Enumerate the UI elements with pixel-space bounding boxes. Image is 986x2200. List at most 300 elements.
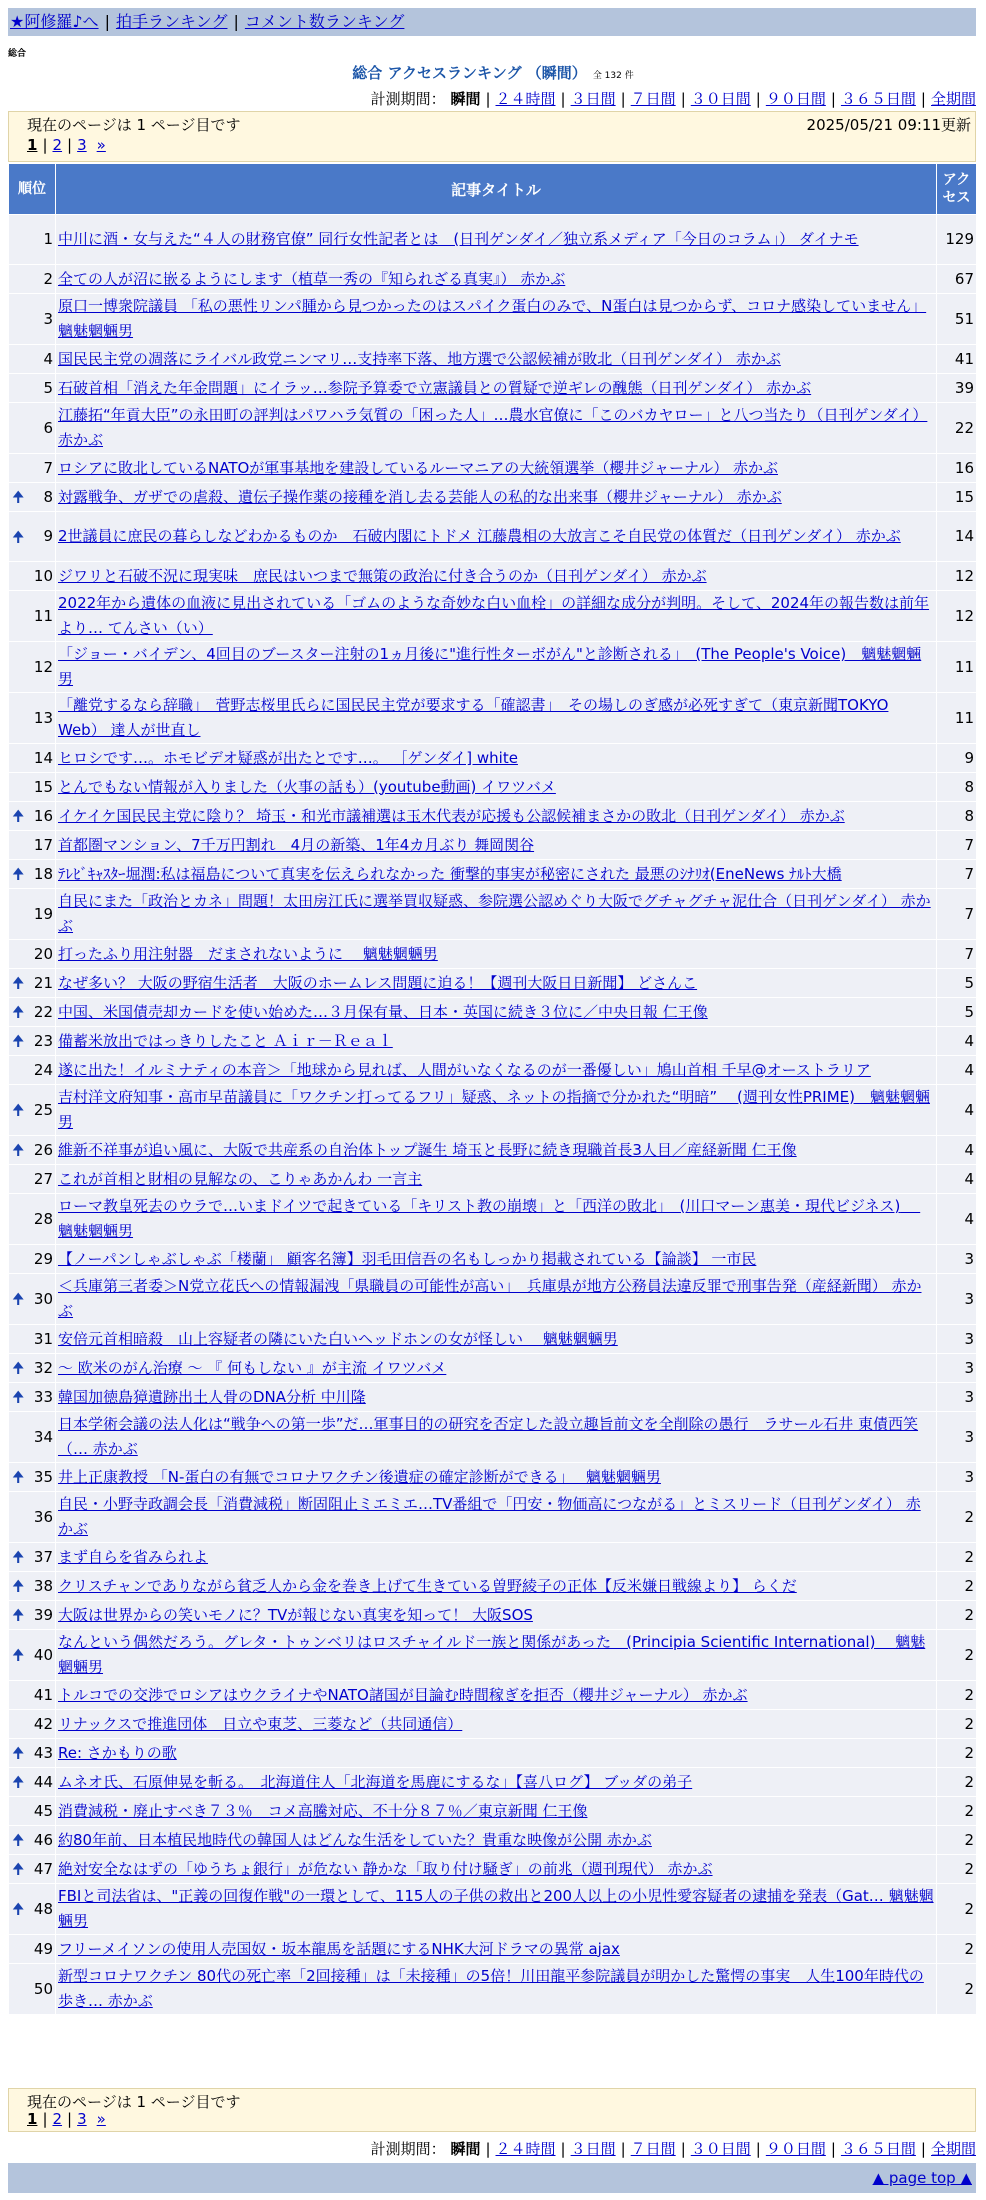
title-cell [56,1245,937,1274]
article-link[interactable]: 安倍元首相暗殺 山上容疑者の隣にいた白いヘッドホンの女が怪しい 魑魅魍魎男 [58,1329,618,1348]
table-row [9,1165,977,1194]
period-selector-top: 計測期間： 瞬間 | ２４時間 | ３日間 | ７日間 | ３０日間 | ９０日間 | ３６５日間 | 全期間 [370,90,976,108]
rank-cell [9,1797,56,1826]
article-link[interactable]: 原口一博衆院議員 「私の悪性リンパ腫から見つかったのはスパイク蛋白のみで、N蛋白は見つからず、コロナ感染していません」 魑魅魍魎男 [58,297,927,340]
table-header-row [9,164,977,215]
table-row [9,1768,977,1797]
rank-number: 46 [33,1830,53,1849]
period-link-all[interactable]: 全期間 [930,90,976,108]
access-count: 39 [937,374,977,403]
arrow-up-icon: 🠉 [12,1101,25,1119]
home-link[interactable]: ★阿修羅♪へ [10,12,99,31]
title-cell [56,1884,937,1935]
rank-number: 24 [33,1060,53,1079]
article-link[interactable]: 対露戦争、ガザでの虐殺、遺伝子操作薬の接種を消し去る芸能人の私的な出来事（櫻井ジャーナル） 赤かぶ [58,487,782,506]
period-link-365d[interactable]: ３６５日間 [840,90,916,108]
access-count: 15 [937,483,977,512]
access-count: 4 [937,1136,977,1165]
arrow-up-icon: 🠉 [12,527,25,546]
rank-number: 35 [33,1467,53,1486]
arrow-up-icon: 🠉 [12,1773,25,1791]
article-link[interactable]: クリスチャンでありながら貧乏人から金を巻き上げて生きている曽野綾子の正体【反米嫌日戦線より】 らくだ [58,1576,797,1595]
access-count: 2 [937,1543,977,1572]
rank-number: 21 [33,973,53,992]
article-link[interactable]: 遂に出た！イルミナティの本音＞「地球から見れば、人間がいなくなるのが一番優しい」鳩山首相 千早@オーストラリア [58,1060,871,1079]
rank-number: 1 [43,230,53,248]
table-row [9,1492,977,1543]
access-count: 4 [937,1194,977,1245]
table-row [9,1935,977,1964]
rank-number: 28 [33,1209,53,1228]
title-cell [56,998,937,1027]
table-row [9,860,977,889]
article-link[interactable]: 日本学術会議の法人化は“戦争への第一歩”だ…軍事目的の研究を否定した設立趣旨前文を全削除の愚行 ラサール石井 東債西笑（… 赤かぶ [58,1415,919,1458]
rank-number: 15 [33,777,53,796]
arrow-up-icon: 🠉 [12,1003,25,1021]
access-count: 2 [937,1492,977,1543]
arrow-up-icon: 🠉 [12,1900,25,1918]
article-link[interactable]: 全ての人が沼に嵌るようにします（植草一秀の『知られざる真実』） 赤かぶ [58,269,566,288]
rank-number: 45 [33,1801,53,1820]
arrow-up-icon: 🠉 [12,865,25,883]
current-page-text-bottom: 現在のページは 1 ページ目です [27,2093,241,2111]
title-cell [56,1354,937,1383]
rank-number: 16 [33,806,53,825]
rank-cell [9,1964,56,2015]
separator: | [104,12,110,31]
table-row [9,642,977,693]
title-cell [56,1935,937,1964]
pager-link-3[interactable]: 3 [77,136,87,154]
title-cell [56,860,937,889]
rank-number: 39 [33,1605,53,1624]
access-count: 3 [937,1245,977,1274]
arrow-up-icon: 🠉 [12,1606,25,1624]
access-count: 3 [937,1463,977,1492]
table-row [9,1027,977,1056]
access-count: 2 [937,1884,977,1935]
rank-number: 50 [33,1979,53,1998]
pager-next-bottom[interactable]: » [96,2110,106,2128]
rank-cell [9,1245,56,1274]
access-count: 3 [937,1325,977,1354]
period-link-all-bottom[interactable]: 全期間 [930,2140,976,2158]
access-count: 14 [937,512,977,562]
title-cell [56,802,937,831]
table-row [9,1630,977,1681]
period-link-365d-bottom[interactable]: ３６５日間 [840,2140,916,2158]
page-top-link[interactable]: ▲ page top ▲ [872,2169,972,2187]
arrow-up-icon: 🠉 [12,488,25,506]
title-cell [56,591,937,642]
article-link[interactable]: 首都圏マンション、7千万円割れ 4月の新築、1年4カ月ぶり 舞岡関谷 [58,835,535,854]
access-count: 41 [937,345,977,374]
pager-current: 1 [27,136,38,154]
table-row [9,1383,977,1412]
applause-ranking-link[interactable]: 拍手ランキング [115,12,228,31]
pager-link-2[interactable]: 2 [52,136,63,154]
period-link-24h[interactable]: ２４時間 [495,90,556,108]
article-link[interactable]: 井上正康教授 「N-蛋白の有無でコロナワクチン後遺症の確定診断ができる」 魑魅魍魎男 [58,1467,661,1486]
rank-number: 25 [33,1100,53,1119]
title-cell [56,294,937,345]
title-cell [56,215,937,265]
access-count: 3 [937,1412,977,1463]
rank-number: 23 [33,1031,53,1050]
title-cell [56,889,937,940]
article-link[interactable]: 吉村洋文府知事・高市早苗議員に「ワクチン打ってるフリ」疑惑、ネットの指摘で分かれた“明暗” (週刊女性PRIME) 魑魅魍魎男 [58,1088,930,1131]
rank-number: 37 [33,1547,53,1566]
table-row [9,1245,977,1274]
table-row [9,1463,977,1492]
rank-number: 14 [33,748,53,767]
article-link[interactable]: フリーメイソンの使用人売国奴・坂本龍馬を話題にするNHK大河ドラマの異常 ajax [58,1939,620,1958]
rank-cell [9,512,56,562]
access-count: 7 [937,831,977,860]
title-cell [56,1572,937,1601]
article-link[interactable]: 「ジョー・バイデン、4回目のブースター注射の1ヵ月後に"進行性ターボがん"と診断される」 (The People's Voice) 魑魅魍魎男 [58,645,922,688]
access-count: 2 [937,1935,977,1964]
access-count: 7 [937,860,977,889]
rank-cell [9,889,56,940]
title-cell [56,1165,937,1194]
article-link[interactable]: イケイケ国民民主党に陰り？ 埼玉・和光市議補選は玉木代表が応援も公認候補まさかの敗北（日刊ゲンダイ） 赤かぶ [58,806,845,825]
rank-number: 31 [33,1329,53,1348]
article-link[interactable]: リナックスで推進団体 日立や東芝、三菱など（共同通信） [58,1714,463,1733]
access-count: 8 [937,802,977,831]
table-row [9,889,977,940]
access-count: 2 [937,1797,977,1826]
article-link[interactable]: 自民にまた「政治とカネ」問題！太田房江氏に選挙買収疑惑、参院選公認めぐり大阪でグチャグチャ泥仕合（日刊ゲンダイ） 赤かぶ [58,892,931,935]
access-count: 4 [937,1085,977,1136]
article-link[interactable]: ジワリと石破不況に現実味 庶民はいつまで無策の政治に付き合うのか（日刊ゲンダイ） 赤かぶ [58,566,707,585]
rank-number: 48 [33,1899,53,1918]
access-count: 22 [937,403,977,454]
article-link[interactable]: 新型コロナワクチン 80代の死亡率「2回接種」は「未接種」の5倍！川田龍平参院議員が明かした驚愕の事実 人生100年時代の歩き… 赤かぶ [58,1967,924,2010]
article-link[interactable]: 江藤拓“年貢大臣”の永田町の評判はパワハラ気質の「困った人」…農水官僚に「このバカヤロー」と八つ当たり（日刊ゲンダイ） 赤かぶ [58,406,928,449]
access-count: 2 [937,1601,977,1630]
table-row [9,265,977,294]
rank-cell [9,294,56,345]
rank-cell [9,1027,56,1056]
article-link[interactable]: 中国、米国債売却カードを使い始めた…３月保有量、日本・英国に続き３位に／中央日報 仁王像 [58,1002,708,1021]
pager-next[interactable]: » [96,136,106,154]
rank-cell [9,1383,56,1412]
pager-bottom: 1 | 2 | 3 » [27,2110,106,2128]
article-link[interactable]: Re: さかもりの歌 [58,1743,177,1762]
article-link[interactable]: 大阪は世界からの笑いモノに？TVが報じない真実を知って！ 大阪SOS [58,1605,533,1624]
ranking-body [9,215,977,2015]
period-link-30d-bottom[interactable]: ３０日間 [690,2140,751,2158]
title-cell [56,1797,937,1826]
table-row [9,969,977,998]
pager-link-2-bottom[interactable]: 2 [52,2110,63,2128]
title-cell [56,1826,937,1855]
article-link[interactable]: まず自らを省みられよ [58,1547,209,1566]
rank-cell [9,1085,56,1136]
article-link[interactable]: 【ノーパンしゃぶしゃぶ「楼蘭」 顧客名簿】羽毛田信吾の名もしっかり掲載されている【論談】 一市民 [58,1249,757,1268]
title-cell [56,1492,937,1543]
title-cell [56,1463,937,1492]
rank-number: 6 [43,418,53,437]
rank-number: 11 [33,606,53,625]
period-link-30d[interactable]: ３０日間 [690,90,751,108]
article-link[interactable]: 国民民主党の凋落にライバル政党ニンマリ…支持率下落、地方選で公認候補が敗北（日刊ゲンダイ） 赤かぶ [58,349,781,368]
article-link[interactable]: 石破首相「消えた年金問題」にイラッ…参院予算委で立憲議員との質疑で逆ギレの醜態（日刊ゲンダイ） 赤かぶ [58,378,812,397]
article-link[interactable]: 維新不祥事が追い風に、大阪で共産系の自治体トップ誕生 埼玉と長野に続き現職首長3人目／産経新聞 仁王像 [58,1140,797,1159]
period-link-24h-bottom[interactable]: ２４時間 [495,2140,556,2158]
rank-cell [9,265,56,294]
access-count: 16 [937,454,977,483]
article-link[interactable]: とんでもない情報が入りました（火事の話も）(youtube動画) イワツバメ [58,777,556,796]
rank-number: 18 [33,864,53,883]
access-count: 5 [937,969,977,998]
access-count: 2 [937,1768,977,1797]
article-link[interactable]: 約80年前、日本植民地時代の韓国人はどんな生活をしていた？貴重な映像が公開 赤かぶ [58,1830,652,1849]
header-access: アクセス [937,164,977,215]
period-label-bottom: 計測期間： [370,2140,446,2158]
access-count: 9 [937,744,977,773]
rank-number: 20 [33,944,53,963]
rank-number: 4 [43,349,53,368]
rank-cell [9,345,56,374]
table-row [9,512,977,562]
arrow-up-icon: 🠉 [12,1831,25,1849]
article-link[interactable]: なんという偶然だろう。グレタ・トゥンベリはロスチャイルド一族と関係があった (Principia Scientific International) 魑魅魍魎男 [58,1633,926,1676]
access-count: 7 [937,889,977,940]
title-cell [56,1710,937,1739]
title-cell [56,1274,937,1325]
rank-number: 3 [43,309,53,328]
access-count: 4 [937,1165,977,1194]
period-link-7d[interactable]: ７日間 [630,90,676,108]
rank-number: 41 [33,1685,53,1704]
title-cell [56,1601,937,1630]
title-cell [56,1964,937,2015]
title-cell [56,1085,937,1136]
table-row [9,591,977,642]
rank-cell [9,940,56,969]
arrow-up-icon: 🠉 [12,1468,25,1486]
title-cell [56,642,937,693]
rank-cell [9,1492,56,1543]
article-link[interactable]: 絶対安全なはずの「ゆうちょ銀行」が危ない 静かな「取り付け騒ぎ」の前兆（週刊現代） 赤かぶ [58,1859,713,1878]
table-row [9,294,977,345]
rank-cell [9,744,56,773]
rank-cell [9,1136,56,1165]
table-row [9,374,977,403]
comment-ranking-link[interactable]: コメント数ランキング [244,12,405,31]
rank-cell [9,1935,56,1964]
header-title: 記事タイトル [56,164,937,215]
arrow-up-icon: 🠉 [12,1032,25,1050]
title-cell [56,265,937,294]
title-cell [56,1056,937,1085]
article-link[interactable]: トルコでの交渉でロシアはウクライナやNATO諸国が目論む時間稼ぎを拒否（櫻井ジャーナル） 赤かぶ [58,1685,748,1704]
rank-number: 2 [43,269,53,288]
access-count: 2 [937,1739,977,1768]
access-count: 2 [937,1826,977,1855]
rank-cell [9,215,56,265]
total-count: 全 132 件 [592,71,634,81]
access-count: 3 [937,1354,977,1383]
access-count: 12 [937,591,977,642]
rank-number: 13 [33,708,53,727]
access-count: 51 [937,294,977,345]
article-link[interactable]: ﾃﾚﾋﾞｷｬｽﾀｰ堀潤:私は福島について真実を伝えられなかった 衝撃的事実が秘密にされた 最悪のｼﾅﾘｵ(EneNews ﾅﾙﾄ大橋 [58,864,842,883]
access-count: 11 [937,693,977,744]
rank-number: 38 [33,1576,53,1595]
article-link[interactable]: ローマ教皇死去のウラで…いまドイツで起きている「キリスト教の崩壊」と「西洋の敗北」 (川口マーン惠美・現代ビジネス) 魑魅魍魎男 [58,1197,921,1240]
article-link[interactable]: 2022年から遺体の血液に見出されている「ゴムのような奇妙な白い血栓」の詳細な成分が判明。そして、2024年の報告数は前年より… てんさい（い） [58,594,930,637]
access-count: 4 [937,1056,977,1085]
article-link[interactable]: 打ったふり用注射器 だまされないように 魑魅魍魎男 [58,944,438,963]
title-cell [56,403,937,454]
table-row [9,773,977,802]
arrow-up-icon: 🠉 [12,1860,25,1878]
table-row [9,998,977,1027]
title-cell [56,1412,937,1463]
period-link-3d[interactable]: ３日間 [570,90,616,108]
page-info-bottom [8,2088,976,2132]
period-current-bottom: 瞬間 [450,2140,481,2158]
access-count: 2 [937,1681,977,1710]
article-link[interactable]: 中川に酒・女与えた“４人の財務官僚” 同行女性記者とは (日刊ゲンダイ／独立系メディア「今日のコラム」） ダイナモ [58,230,859,248]
rank-cell [9,969,56,998]
title-cell [56,483,937,512]
rank-cell [9,1884,56,1935]
pager-current-bottom: 1 [27,2110,38,2128]
arrow-up-icon: 🠉 [12,1577,25,1595]
title-cell [56,1681,937,1710]
rank-number: 22 [33,1002,53,1021]
access-count: 5 [937,998,977,1027]
period-link-90d[interactable]: ９０日間 [765,90,826,108]
period-label: 計測期間： [370,90,446,108]
rank-cell [9,1572,56,1601]
article-link[interactable]: ムネオ氏、石原伸晃を斬る。 北海道住人「北海道を馬鹿にするな」【喜八ログ】 ブッダの弟子 [58,1772,693,1791]
ranking-table [8,163,977,2015]
top-nav-bar [8,8,976,36]
rank-number: 42 [33,1714,53,1733]
article-link[interactable]: ～ 欧米のがん治療 ～ 『 何もしない 』が主流 イワツバメ [58,1358,447,1377]
table-row [9,802,977,831]
article-link[interactable]: ヒロシです…。ホモビデオ疑惑が出たとです…。 ［ゲンダイ] white [58,748,518,767]
article-link[interactable]: 自民・小野寺政調会長「消費減税」断固阻止ミエミエ…TV番組で「円安・物価高につながる」とミスリード（日刊ゲンダイ） 赤かぶ [58,1495,921,1538]
table-row [9,1884,977,1935]
table-row [9,1826,977,1855]
article-link[interactable]: ＜兵庫第三者委＞N党立花氏への情報漏洩「県職員の可能性が高い」 兵庫県が地方公務員法違反罪で刑事告発（産経新聞） 赤かぶ [58,1277,922,1320]
rank-number: 26 [33,1140,53,1159]
title-cell [56,1194,937,1245]
access-count: 67 [937,265,977,294]
table-row [9,1543,977,1572]
rank-number: 33 [33,1387,53,1406]
rank-cell [9,1543,56,1572]
access-count: 2 [937,1572,977,1601]
rank-number: 30 [33,1289,53,1308]
table-row [9,1601,977,1630]
rank-cell [9,403,56,454]
page-title-text: 総合 アクセスランキング （瞬間） [352,64,587,82]
table-row [9,1194,977,1245]
table-row [9,215,977,265]
title-cell [56,940,937,969]
table-row [9,1797,977,1826]
rank-cell [9,374,56,403]
access-count: 3 [937,1383,977,1412]
title-cell [56,1855,937,1884]
rank-number: 49 [33,1939,53,1958]
header-rank: 順位 [9,164,56,215]
article-link[interactable]: 備蓄米放出ではっきりしたこと Ａｉｒ－Ｒｅａｌ [58,1031,393,1050]
title-cell [56,831,937,860]
article-link[interactable]: 2世議員に庶民の暮らしなどわかるものか 石破内閣にトドメ 江藤農相の大放言こそ自民党の体質だ（日刊ゲンダイ） 赤かぶ [58,527,901,545]
table-row [9,403,977,454]
table-row [9,831,977,860]
table-row [9,1136,977,1165]
table-row [9,1354,977,1383]
rank-cell [9,802,56,831]
rank-number: 7 [43,458,53,477]
period-link-3d-bottom[interactable]: ３日間 [570,2140,616,2158]
table-row [9,1412,977,1463]
access-count: 2 [937,1855,977,1884]
title-cell [56,1027,937,1056]
arrow-up-icon: 🠉 [12,1359,25,1377]
article-link[interactable]: FBIと司法省は、"正義の回復作戦"の一環として、115人の子供の救出と200人以上の小児性愛容疑者の逮捕を発表（Gat… 魑魅魍魎男 [58,1887,934,1930]
access-count: 4 [937,1027,977,1056]
period-link-90d-bottom[interactable]: ９０日間 [765,2140,826,2158]
rank-cell [9,693,56,744]
separator: | [233,12,239,31]
rank-number: 36 [33,1507,53,1526]
rank-cell [9,1768,56,1797]
article-link[interactable]: これが首相と財相の見解なの、こりゃあかんわ 一言主 [58,1169,423,1188]
rank-cell [9,860,56,889]
pager-link-3-bottom[interactable]: 3 [77,2110,87,2128]
access-count: 8 [937,773,977,802]
title-cell [56,969,937,998]
access-count: 2 [937,1964,977,2015]
title-cell [56,1543,937,1572]
rank-number: 9 [43,527,53,545]
article-link[interactable]: 消費減税・廃止すべき７３％ コメ高騰対応、不十分８７％／東京新聞 仁王像 [58,1801,588,1820]
bottom-bar [8,2163,976,2193]
arrow-up-icon: 🠉 [12,1744,25,1762]
page-info-top [8,111,976,162]
rank-number: 27 [33,1169,53,1188]
rank-cell [9,1739,56,1768]
rank-cell [9,1412,56,1463]
rank-number: 19 [33,904,53,923]
article-link[interactable]: ロシアに敗北しているNATOが軍事基地を建設しているルーマニアの大統領選挙（櫻井ジャーナル） 赤かぶ [58,458,779,477]
table-row [9,940,977,969]
current-page-text: 現在のページは 1 ページ目です [27,116,241,134]
rank-cell [9,1710,56,1739]
table-row [9,1056,977,1085]
period-link-7d-bottom[interactable]: ７日間 [630,2140,676,2158]
article-link[interactable]: 韓国加徳島獐遺跡出土人骨のDNA分析 中川隆 [58,1387,366,1406]
article-link[interactable]: 「離党するなら辞職」 菅野志桜里氏らに国民民主党が要求する「確認書」 その場しのぎ感が必死すぎて（東京新聞TOKYO Web） 達人が世直し [58,696,889,739]
article-link[interactable]: なぜ多い？ 大阪の野宿生活者 大阪のホームレス問題に迫る！【週刊大阪日日新聞】 どさんこ [58,973,698,992]
rank-number: 32 [33,1358,53,1377]
rank-cell [9,483,56,512]
title-cell [56,1768,937,1797]
rank-cell [9,831,56,860]
arrow-up-icon: 🠉 [12,1388,25,1406]
title-cell [56,1739,937,1768]
